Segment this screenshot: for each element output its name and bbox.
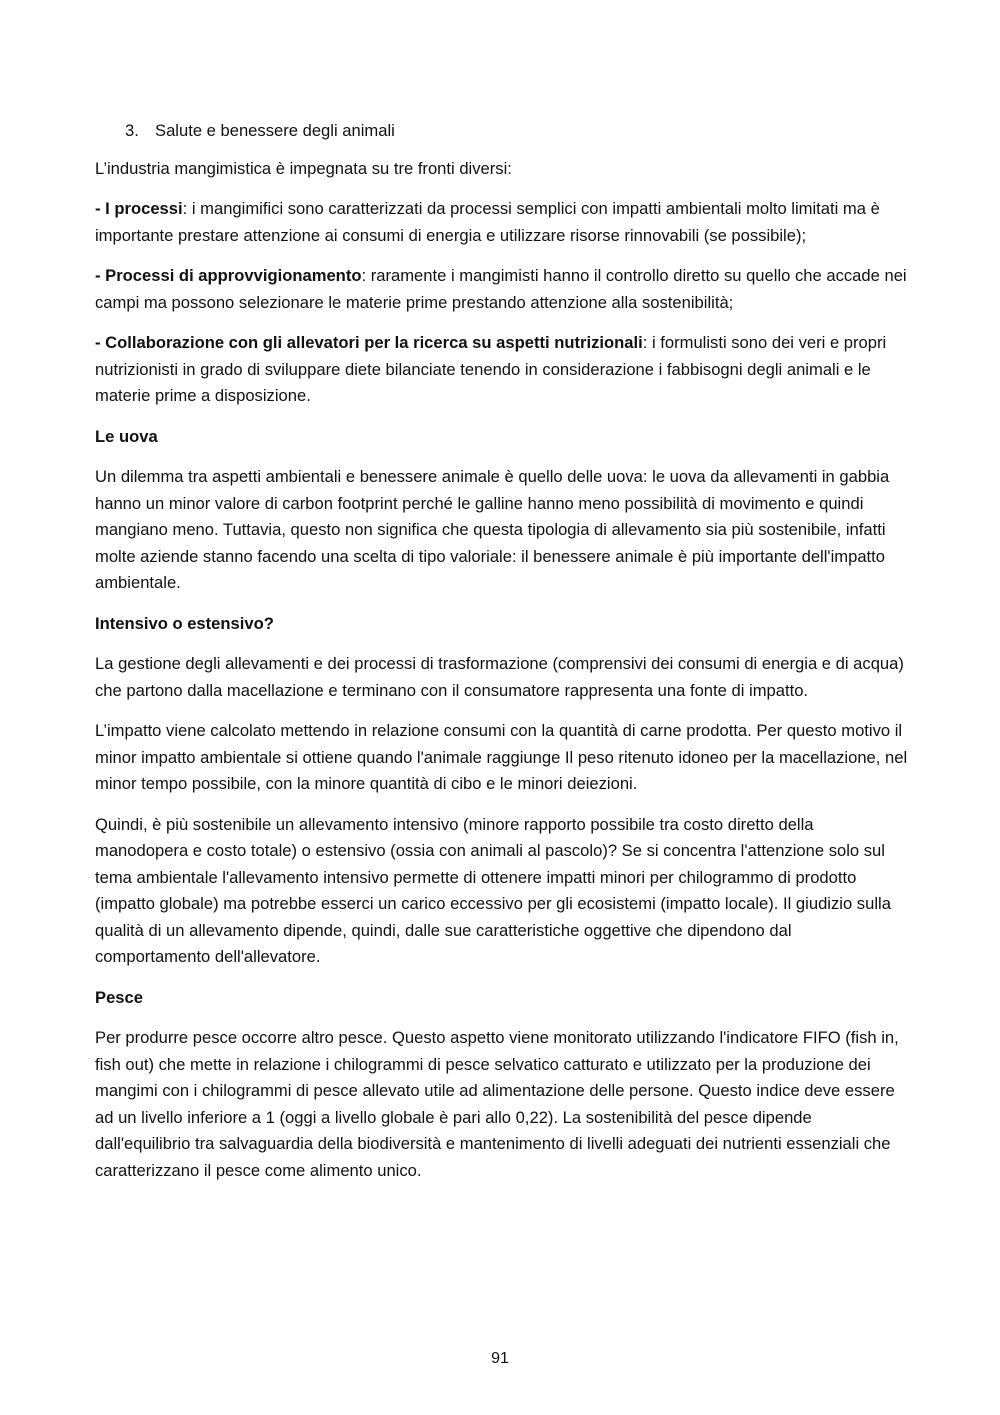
paragraph: La gestione degli allevamenti e dei processi di trasformazione (comprensivi dei consumi di energia e di acqua) che partono dalla macellazione e terminano con il consumatore rappresenta una fonte di impatto.: [95, 654, 904, 700]
front-paragraph: [95, 196, 910, 249]
paragraph: L’impatto viene calcolato mettendo in relazione consumi con la quantità di carne prodotta. Per questo motivo il minor impatto ambientale si ottiene quando l'animale raggiunge Il peso ritenuto idoneo per la macellazione, nel minor tempo possibile, con la minore quantità di cibo e le minori deiezioni.: [95, 721, 908, 793]
section-heading-intensivo: Intensivo o estensivo?: [95, 613, 274, 633]
front-title: - Collaborazione con gli allevatori per la ricerca su aspetti nutrizionali: [95, 333, 643, 352]
paragraph: Per produrre pesce occorre altro pesce. Questo aspetto viene monitorato utilizzando l'indicatore FIFO (fish in, fish out) che mette in relazione i chilogrammi di pesce selvatico catturato e utilizzato per la produzione dei mangimi con i chilogrammi di pesce allevato utile ad alimentazione delle persone. Questo indice deve essere ad un livello inferiore a 1 (oggi a livello globale è pari allo 0,22). La sostenibilità del pesce dipende dall'equilibrio tra salvaguardia della biodiversità e mantenimento di livelli adeguati dei nutrienti essenziali che caratterizzano il pesce come alimento unico.: [95, 1028, 899, 1180]
section-heading-pesce: Pesce: [95, 987, 143, 1007]
list-item-text: Salute e benessere degli animali: [155, 121, 395, 140]
paragraph: Un dilemma tra aspetti ambientali e benessere animale è quello delle uova: le uova da allevamenti in gabbia hanno un minor valore di carbon footprint perché le galline hanno meno possibilità di movimento e quindi mangiano meno. Tuttavia, questo non significa che questa tipologia di allevamento sia più sostenibile, infatti molte aziende stanno facendo una scelta di tipo valoriale: il benessere animale è più importante dell'impatto ambientale.: [95, 467, 890, 592]
section-heading-uova: Le uova: [95, 426, 158, 446]
front-paragraph: [95, 330, 910, 410]
front-text: : raramente i mangimisti hanno il controllo diretto su quello che accade nei campi ma possono selezionare le materie prime prestando attenzione alla sostenibilità;: [95, 266, 907, 312]
front-title: - I processi: [95, 199, 183, 218]
page-number: 91: [491, 1350, 509, 1367]
front-title: - Processi di approvvigionamento: [95, 266, 362, 285]
intro-paragraph: L’industria mangimistica è impegnata su tre fronti diversi:: [95, 158, 512, 178]
front-paragraph: [95, 263, 910, 316]
paragraph: Quindi, è più sostenibile un allevamento intensivo (minore rapporto possibile tra costo diretto della manodopera e costo totale) o estensivo (ossia con animali al pascolo)? Se si concentra l'attenzione solo sul tema ambientale l'allevamento intensivo permette di ottenere impatti minori per chilogrammo di prodotto (impatto globale) ma potrebbe esserci un carico eccessivo per gli ecosistemi (impatto locale). Il giudizio sulla qualità di un allevamento dipende, quindi, dalle sue caratteristiche oggettive che dipendono dal comportamento dell'allevatore.: [95, 814, 891, 966]
front-text: : i mangimifici sono caratterizzati da processi semplici con impatti ambientali molto limitati ma è importante prestare attenzione ai consumi di energia e utilizzare risorse rinnovabili (se possibile);: [95, 199, 880, 245]
page-content: [95, 118, 910, 1198]
front-text: : i formulisti sono dei veri e propri nutrizionisti in grado di sviluppare diete bilanciate tenendo in considerazione i fabbisogni degli animali e le materie prime a disposizione.: [95, 333, 887, 405]
list-item: [95, 118, 910, 145]
list-item-number: 3.: [125, 121, 139, 140]
